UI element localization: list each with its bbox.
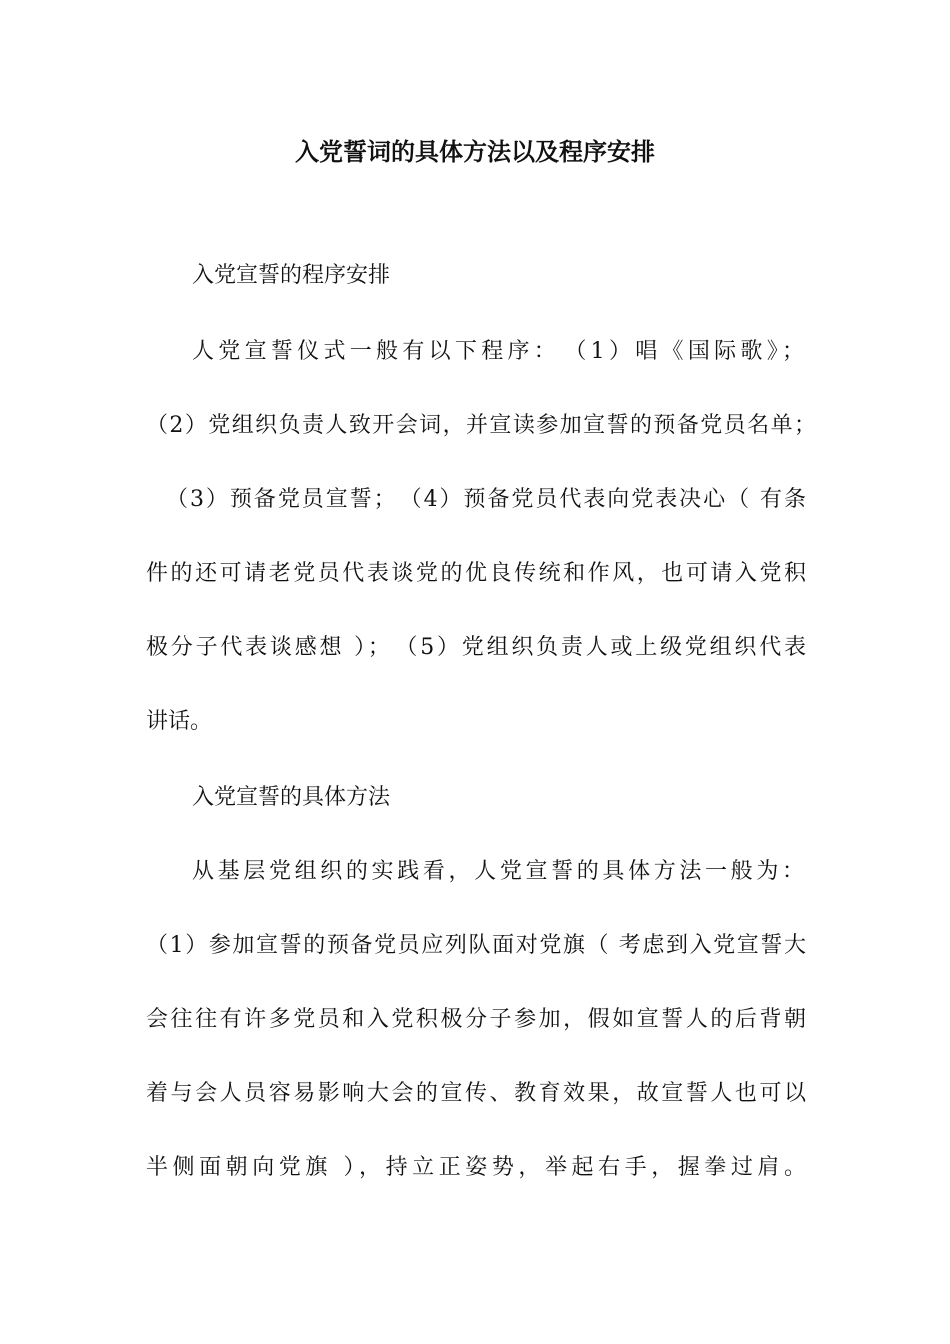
paragraph-line: 半侧面朝向党旗 ），持立正姿势，举起右手，握拳过肩。 bbox=[146, 1155, 806, 1180]
section-heading-procedure: 入党宣誓的程序安排 bbox=[192, 263, 391, 288]
paragraph-line: （1）参加宣誓的预备党员应列队面对党旗（ 考虑到入党宣誓大 bbox=[146, 933, 806, 958]
paragraph-line: （2）党组织负责人致开会词，并宣读参加宣誓的预备党员名单； bbox=[146, 413, 816, 438]
paragraph-line: 着与会人员容易影响大会的宣传、教育效果，故宣誓人也可以 bbox=[146, 1081, 806, 1106]
paragraph-line: 从基层党组织的实践看，人党宣誓的具体方法一般为： bbox=[192, 859, 804, 884]
section-heading-method: 入党宣誓的具体方法 bbox=[192, 785, 391, 810]
paragraph-line: （3）预备党员宣誓； （4）预备党员代表向党表决心（ 有条 bbox=[166, 487, 806, 512]
paragraph-line: 人党宣誓仪式一般有以下程序： （1）唱《国际歌》； bbox=[192, 339, 804, 364]
paragraph-line: 会往往有许多党员和入党积极分子参加，假如宣誓人的后背朝 bbox=[146, 1007, 806, 1032]
document-title: 入党誓词的具体方法以及程序安排 bbox=[295, 137, 655, 166]
paragraph-line: 件的还可请老党员代表谈党的优良传统和作风，也可请入党积 bbox=[146, 561, 806, 586]
paragraph-line: 极分子代表谈感想 ）； （5）党组织负责人或上级党组织代表 bbox=[146, 635, 806, 660]
paragraph-line: 讲话。 bbox=[146, 709, 213, 734]
